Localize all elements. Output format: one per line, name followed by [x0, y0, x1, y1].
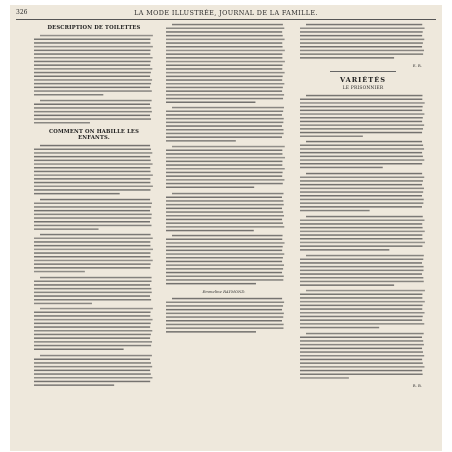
text-line	[172, 235, 283, 237]
text-line	[166, 157, 285, 159]
text-line	[172, 24, 283, 26]
text-line	[34, 64, 150, 66]
text-line	[34, 159, 151, 161]
text-line	[300, 35, 422, 37]
text-line	[300, 110, 422, 112]
paragraph-text	[166, 23, 286, 106]
text-line	[166, 140, 236, 142]
text-line	[300, 176, 424, 178]
author-signature: Emmeline RAYMOND.	[202, 289, 246, 295]
text-line	[166, 65, 283, 67]
text-line	[34, 260, 153, 262]
text-line	[34, 221, 150, 223]
section-heading: LE PRISONNIER	[342, 86, 384, 91]
text-line	[34, 237, 153, 239]
text-line	[306, 141, 422, 143]
text-line	[34, 68, 152, 70]
paragraph-text	[300, 140, 426, 172]
text-line	[166, 168, 285, 170]
text-line	[34, 338, 150, 340]
text-line	[300, 31, 423, 33]
text-line	[34, 245, 150, 247]
text-line	[166, 254, 284, 256]
text-line	[300, 344, 424, 346]
text-line	[34, 167, 150, 169]
text-line	[166, 150, 282, 152]
paragraph-text	[34, 354, 154, 389]
text-line	[300, 269, 424, 271]
text-line	[34, 79, 152, 81]
text-line	[40, 308, 153, 310]
text-line	[300, 136, 363, 138]
text-line	[166, 204, 284, 206]
section-divider	[330, 71, 396, 72]
text-line	[166, 250, 282, 252]
text-line	[34, 39, 150, 41]
text-line	[34, 182, 150, 184]
text-line	[166, 239, 282, 241]
text-line	[34, 345, 151, 347]
text-line	[300, 227, 423, 229]
text-line	[166, 53, 282, 55]
text-line	[166, 280, 283, 282]
text-line	[166, 46, 283, 48]
text-line	[300, 301, 425, 303]
text-line	[172, 193, 284, 195]
text-line	[34, 193, 120, 195]
text-line	[300, 42, 423, 44]
paragraph-text	[166, 297, 286, 336]
text-line	[34, 365, 152, 367]
text-line	[34, 224, 151, 226]
text-line	[34, 334, 151, 336]
text-line	[40, 198, 150, 200]
text-line	[166, 111, 283, 113]
text-line	[300, 284, 394, 286]
text-line	[34, 103, 150, 105]
text-line	[166, 272, 282, 274]
text-line	[166, 118, 284, 120]
text-line	[166, 179, 284, 181]
text-line	[300, 57, 394, 59]
text-line	[306, 290, 425, 292]
text-line	[166, 211, 283, 213]
text-line	[300, 340, 423, 342]
text-line	[300, 124, 424, 126]
text-line	[166, 305, 283, 307]
text-line	[34, 323, 151, 325]
paragraph-text	[166, 106, 286, 145]
paragraph-text	[34, 99, 154, 127]
section-heading: COMMENT ON HABILLE LES ENFANTS.	[48, 128, 140, 141]
text-line	[40, 234, 151, 236]
text-line	[34, 312, 151, 314]
text-line	[166, 328, 283, 330]
text-line	[166, 115, 282, 117]
text-line	[300, 297, 422, 299]
text-line	[300, 327, 379, 329]
text-line	[34, 263, 151, 265]
text-line	[34, 156, 150, 158]
text-line	[166, 161, 282, 163]
text-line	[166, 331, 256, 333]
text-line	[166, 183, 283, 185]
text-line	[34, 72, 151, 74]
text-line	[34, 373, 151, 375]
text-line	[34, 326, 150, 328]
text-line	[166, 196, 282, 198]
text-line	[34, 299, 151, 301]
text-line	[34, 248, 153, 250]
text-line	[300, 46, 422, 48]
text-line	[34, 291, 152, 293]
text-line	[166, 137, 282, 139]
text-line	[34, 330, 152, 332]
text-line	[34, 178, 150, 180]
text-line	[300, 366, 424, 368]
paragraph-text	[166, 234, 286, 288]
text-line	[300, 312, 425, 314]
text-line	[34, 202, 152, 204]
text-line	[300, 199, 424, 201]
paragraph-text	[300, 23, 426, 62]
text-line	[166, 218, 282, 220]
paragraph-text	[300, 172, 426, 215]
text-line	[300, 195, 422, 197]
text-line	[34, 315, 150, 317]
author-signature: E. R.	[412, 63, 422, 68]
text-line	[34, 319, 153, 321]
text-line	[300, 145, 423, 147]
text-line	[306, 95, 422, 97]
newspaper-page	[10, 5, 442, 451]
text-line	[300, 188, 424, 190]
text-line	[300, 258, 423, 260]
text-line	[300, 210, 370, 212]
text-line	[40, 100, 152, 102]
text-line	[300, 336, 422, 338]
text-line	[300, 280, 424, 282]
text-line	[166, 222, 283, 224]
text-line	[166, 317, 283, 319]
text-line	[166, 57, 282, 59]
text-line	[34, 380, 150, 382]
page-number: 326	[16, 9, 28, 16]
text-line	[300, 305, 423, 307]
text-line	[34, 228, 99, 230]
text-line	[300, 191, 423, 193]
text-line	[300, 28, 425, 30]
text-line	[300, 152, 422, 154]
text-line	[300, 230, 425, 232]
text-line	[34, 42, 150, 44]
author-signature: R. B.	[412, 382, 422, 388]
text-line	[166, 126, 282, 128]
text-line	[34, 148, 151, 150]
text-line	[300, 266, 424, 268]
text-line	[34, 302, 92, 304]
text-line	[34, 189, 151, 191]
text-line	[300, 223, 422, 225]
text-line	[34, 256, 150, 258]
text-line	[40, 354, 152, 356]
text-line	[300, 234, 422, 236]
text-line	[34, 170, 151, 172]
text-line	[300, 163, 422, 165]
text-line	[166, 207, 282, 209]
text-line	[34, 107, 151, 109]
paragraph-text	[34, 144, 154, 198]
text-line	[300, 358, 422, 360]
text-line	[300, 355, 424, 357]
paragraph-text	[300, 215, 426, 254]
text-line	[40, 276, 152, 278]
section-heading: DESCRIPTION DE TOILETTES	[47, 25, 141, 31]
text-line	[166, 172, 283, 174]
text-line	[300, 293, 422, 295]
paragraph-text	[34, 276, 154, 308]
text-line	[34, 57, 153, 59]
text-line	[166, 265, 284, 267]
paragraph-text	[166, 192, 286, 235]
text-line	[34, 94, 103, 96]
text-line	[166, 283, 256, 285]
text-line	[166, 154, 282, 156]
text-line	[34, 46, 153, 48]
text-line	[34, 206, 151, 208]
text-line	[166, 176, 282, 178]
text-line	[34, 53, 150, 55]
paragraph-text	[300, 254, 426, 289]
text-line	[34, 174, 153, 176]
text-line	[34, 358, 150, 360]
text-line	[166, 68, 282, 70]
text-line	[166, 133, 284, 135]
text-line	[300, 273, 422, 275]
text-line	[166, 42, 282, 44]
text-line	[34, 349, 124, 351]
text-line	[166, 165, 282, 167]
text-line	[34, 152, 152, 154]
text-line	[300, 245, 422, 247]
text-line	[172, 298, 282, 300]
text-line	[300, 121, 422, 123]
text-line	[166, 309, 282, 311]
text-line	[300, 373, 423, 375]
text-line	[300, 39, 424, 41]
text-line	[166, 79, 282, 81]
text-line	[34, 61, 151, 63]
text-line	[34, 118, 151, 120]
text-line	[300, 206, 422, 208]
text-line	[300, 113, 424, 115]
text-line	[306, 332, 424, 334]
paragraph-text	[34, 307, 154, 353]
text-line	[34, 76, 150, 78]
text-line	[34, 241, 150, 243]
text-line	[166, 230, 254, 232]
text-line	[166, 246, 283, 248]
paragraph-text	[34, 233, 154, 276]
text-line	[166, 102, 255, 104]
text-line	[34, 90, 152, 92]
text-line	[300, 377, 349, 379]
text-line	[300, 241, 425, 243]
text-line	[300, 249, 389, 251]
text-line	[166, 269, 283, 271]
text-line	[172, 107, 284, 109]
text-line	[166, 122, 283, 124]
text-line	[166, 302, 284, 304]
text-line	[306, 173, 422, 175]
text-line	[34, 217, 151, 219]
text-line	[34, 341, 152, 343]
text-line	[34, 287, 151, 289]
text-line	[166, 83, 284, 85]
text-line	[300, 128, 423, 130]
text-line	[166, 313, 284, 315]
text-line	[34, 369, 150, 371]
text-line	[34, 111, 152, 113]
text-line	[300, 102, 425, 104]
text-line	[300, 167, 383, 169]
text-line	[300, 347, 422, 349]
text-line	[300, 219, 424, 221]
text-line	[166, 226, 284, 228]
text-line	[300, 319, 422, 321]
paragraph-text	[300, 289, 426, 332]
text-line	[166, 28, 284, 30]
text-line	[166, 39, 285, 41]
text-line	[300, 308, 422, 310]
text-line	[300, 351, 423, 353]
text-line	[300, 202, 423, 204]
text-line	[34, 267, 150, 269]
paragraph-text	[34, 198, 154, 233]
text-line	[166, 187, 254, 189]
text-line	[300, 149, 424, 151]
text-line	[300, 117, 423, 119]
text-line	[40, 35, 153, 37]
text-line	[166, 324, 284, 326]
text-line	[34, 209, 150, 211]
text-line	[166, 129, 283, 131]
column-middle	[166, 23, 286, 443]
text-line	[166, 243, 285, 245]
text-line	[300, 160, 424, 162]
text-line	[34, 213, 152, 215]
text-line	[166, 35, 283, 37]
section-heading: VARIÉTÉS	[339, 76, 386, 84]
text-line	[34, 50, 151, 52]
text-line	[34, 122, 90, 124]
text-line	[300, 316, 423, 318]
text-line	[166, 257, 283, 259]
text-line	[34, 295, 150, 297]
text-line	[166, 261, 282, 263]
column-left	[34, 23, 154, 443]
text-line	[300, 184, 422, 186]
text-line	[300, 180, 423, 182]
text-line	[300, 50, 424, 52]
column-right	[300, 23, 426, 443]
text-line	[166, 215, 284, 217]
text-line	[40, 145, 150, 147]
text-line	[34, 163, 153, 165]
text-line	[300, 132, 422, 134]
text-line	[34, 284, 150, 286]
running-title: LA MODE ILLUSTRÉE, JOURNAL DE LA FAMILLE.	[134, 9, 318, 17]
text-line	[166, 76, 283, 78]
text-line	[300, 262, 422, 264]
text-line	[300, 99, 422, 101]
text-line	[166, 90, 282, 92]
text-line	[306, 254, 424, 256]
text-line	[34, 384, 114, 386]
text-line	[172, 146, 285, 148]
text-line	[300, 53, 423, 55]
text-line	[300, 277, 423, 279]
text-line	[34, 280, 152, 282]
paragraph-text	[300, 332, 426, 382]
text-line	[300, 106, 423, 108]
text-line	[166, 87, 283, 89]
text-line	[34, 252, 150, 254]
text-line	[300, 369, 422, 371]
text-line	[166, 276, 284, 278]
text-line	[300, 238, 422, 240]
paragraph-text	[166, 145, 286, 191]
text-line	[300, 156, 423, 158]
text-line	[34, 271, 85, 273]
text-line	[34, 114, 150, 116]
text-line	[34, 83, 151, 85]
paragraph-text	[300, 94, 426, 140]
text-line	[166, 98, 283, 100]
text-line	[34, 87, 150, 89]
text-line	[166, 94, 284, 96]
text-line	[166, 320, 282, 322]
text-line	[166, 50, 285, 52]
text-line	[166, 61, 285, 63]
text-line	[34, 377, 152, 379]
text-line	[34, 185, 153, 187]
text-line	[166, 31, 282, 33]
text-line	[34, 362, 151, 364]
text-line	[306, 24, 422, 26]
text-line	[166, 200, 283, 202]
text-line	[300, 323, 424, 325]
text-line	[300, 362, 423, 364]
page-header	[16, 9, 436, 20]
text-line	[306, 215, 423, 217]
paragraph-text	[34, 34, 154, 99]
text-line	[166, 72, 285, 74]
